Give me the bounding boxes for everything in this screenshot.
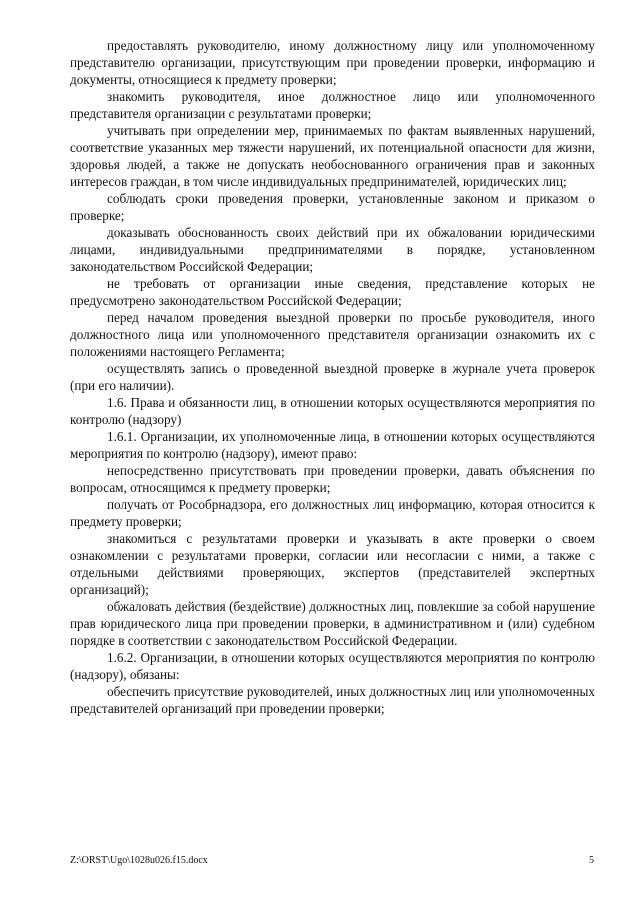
- paragraph-12: получать от Рособрнадзора, его должностных лиц информацию, которая относится к предмету проверки;: [70, 497, 595, 529]
- subsection-heading-1-6-1: 1.6.1. Организации, их уполномоченные лица, в отношении которых осуществляются мероприятия по контролю (надзору), имеют право:: [70, 429, 595, 461]
- paragraph-4: соблюдать сроки проведения проверки, установленные законом и приказом о проверке;: [70, 191, 595, 223]
- paragraph-3: учитывать при определении мер, принимаемых по фактам выявленных нарушений, соответствие указанных мер тяжести нарушений, их потенциальной опасности для жизни, здоровья людей, а также не допускать необоснованного ограничения прав и законных интересов граждан, в том числе индивидуальных предпринимателей, юридических лиц;: [70, 123, 595, 189]
- paragraph-8: осуществлять запись о проведенной выездной проверке в журнале учета проверок (при его наличии).: [70, 361, 595, 393]
- paragraph-2: знакомить руководителя, иное должностное лицо или уполномоченного представителя организации с результатами проверки;: [70, 89, 595, 121]
- footer-page-number: 5: [589, 855, 594, 866]
- subsection-heading-1-6-2: 1.6.2. Организации, в отношении которых осуществляются мероприятия по контролю (надзору), обязаны:: [70, 650, 595, 682]
- document-body: [70, 37, 595, 717]
- paragraph-5: доказывать обоснованность своих действий при их обжаловании юридическими лицами, индивидуальными предпринимателями в порядке, установленном законодательством Российской Федерации;: [70, 225, 595, 274]
- footer-file-path: Z:\ORST\Ugo\1028u026.f15.docx: [70, 855, 208, 866]
- paragraph-16: обеспечить присутствие руководителей, иных должностных лиц или уполномоченных представителей организаций при проведении проверки;: [70, 684, 595, 716]
- paragraph-6: не требовать от организации иные сведения, представление которых не предусмотрено законодательством Российской Федерации;: [70, 276, 595, 308]
- paragraph-14: обжаловать действия (бездействие) должностных лиц, повлекшие за собой нарушение прав юридического лица при проведении проверки, в административном и (или) судебном порядке в соответствии с законодательством Российской Федерации.: [70, 599, 595, 648]
- section-heading-1-6: 1.6. Права и обязанности лиц, в отношении которых осуществляются мероприятия по контролю (надзору): [70, 395, 595, 427]
- paragraph-1: предоставлять руководителю, иному должностному лицу или уполномоченному представителю организации, присутствующим при проведении проверки, информацию и документы, относящиеся к предмету проверки;: [70, 38, 595, 87]
- paragraph-13: знакомиться с результатами проверки и указывать в акте проверки о своем ознакомлении с результатами проверки, согласии или несогласии с ними, а также с отдельными действиями проверяющих, экспертов (представителей экспертных организаций);: [70, 531, 595, 597]
- paragraph-11: непосредственно присутствовать при проведении проверки, давать объяснения по вопросам, относящимся к предмету проверки;: [70, 463, 595, 495]
- paragraph-7: перед началом проведения выездной проверки по просьбе руководителя, иного должностного лица или уполномоченного представителя организации ознакомить их с положениями настоящего Регламента;: [70, 310, 595, 359]
